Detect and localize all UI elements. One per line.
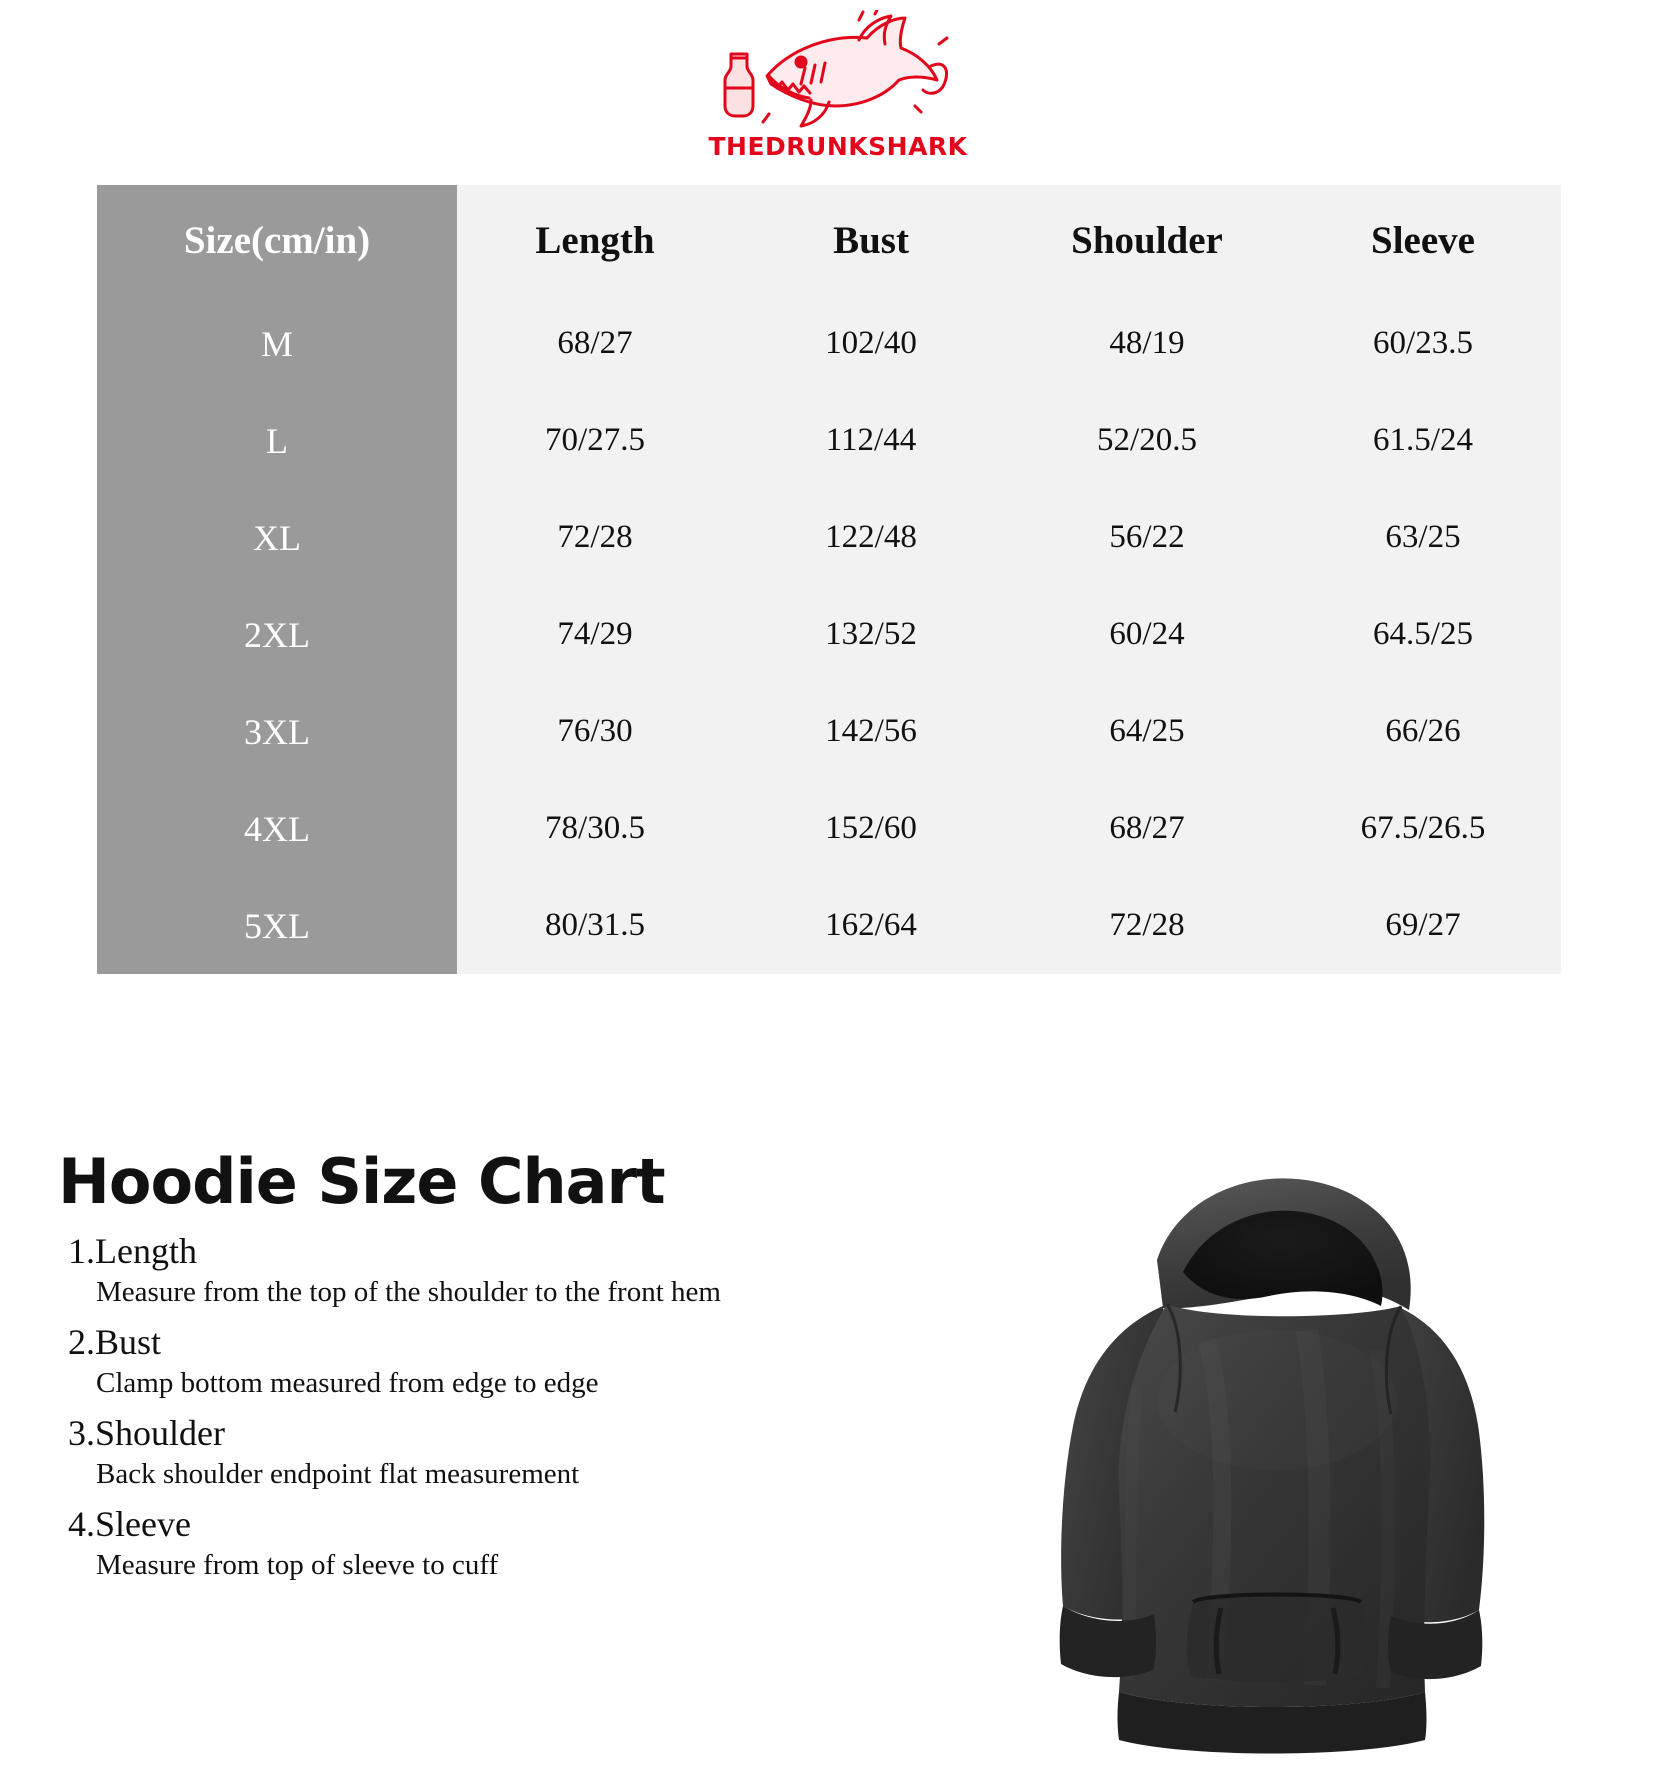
cell-sleeve: 64.5/25 xyxy=(1373,616,1473,652)
cell-length: 80/31.5 xyxy=(545,907,645,943)
measurement-instructions xyxy=(58,1145,858,1590)
cell-shoulder: 72/28 xyxy=(1109,907,1185,943)
cell-shoulder: 68/27 xyxy=(1109,810,1185,846)
cell-bust: 162/64 xyxy=(825,907,917,943)
column-header-bust: Bust xyxy=(833,218,909,262)
column-header-length: Length xyxy=(535,218,655,262)
cell-shoulder: 48/19 xyxy=(1109,325,1185,361)
instruction-desc-shoulder: Back shoulder endpoint flat measurement xyxy=(96,1458,580,1491)
cell-shoulder: 52/20.5 xyxy=(1097,422,1197,458)
column-header-sleeve: Sleeve xyxy=(1371,218,1475,262)
table-row xyxy=(97,683,1561,780)
logo-graphic xyxy=(708,10,968,165)
cell-sleeve: 67.5/26.5 xyxy=(1360,810,1486,846)
measurement-guide-section xyxy=(0,1145,1657,1785)
instruction-heading-bust: 2.Bust xyxy=(68,1322,162,1363)
cell-bust: 142/56 xyxy=(825,713,917,749)
cell-size: 2XL xyxy=(97,586,457,683)
cell-size: L xyxy=(97,392,457,489)
cell-size: 5XL xyxy=(97,877,457,974)
instruction-desc-length: Measure from the top of the shoulder to the front hem xyxy=(96,1276,721,1308)
cell-sleeve: 60/23.5 xyxy=(1373,325,1473,361)
instruction-desc-sleeve: Measure from top of sleeve to cuff xyxy=(96,1549,499,1582)
cell-sleeve: 63/25 xyxy=(1385,519,1461,555)
instruction-item xyxy=(58,1321,858,1402)
cell-shoulder: 60/24 xyxy=(1109,616,1185,652)
cell-bust: 122/48 xyxy=(825,519,917,555)
table-row xyxy=(97,295,1561,392)
table-row xyxy=(97,780,1561,877)
cell-bust: 102/40 xyxy=(825,325,917,361)
cell-bust: 132/52 xyxy=(825,616,917,652)
hoodie-illustration xyxy=(977,1140,1537,1780)
instruction-item xyxy=(58,1412,858,1493)
cell-sleeve: 61.5/24 xyxy=(1373,422,1473,458)
shark-with-bottle-icon xyxy=(709,10,949,135)
table-row xyxy=(97,392,1561,489)
cell-size: 3XL xyxy=(97,683,457,780)
cell-size: XL xyxy=(97,489,457,586)
cell-length: 70/27.5 xyxy=(545,422,645,458)
cell-sleeve: 69/27 xyxy=(1385,907,1461,943)
cell-length: 78/30.5 xyxy=(545,810,645,846)
table-row xyxy=(97,586,1561,683)
instruction-desc-bust: Clamp bottom measured from edge to edge xyxy=(96,1367,599,1400)
table-row xyxy=(97,489,1561,586)
hoodie-product-image xyxy=(977,1140,1537,1780)
cell-length: 72/28 xyxy=(557,519,633,555)
instruction-item xyxy=(58,1230,858,1311)
cell-size: 4XL xyxy=(97,780,457,877)
cell-shoulder: 56/22 xyxy=(1109,519,1185,555)
cell-size: M xyxy=(97,295,457,392)
instruction-heading-shoulder: 3.Shoulder xyxy=(68,1413,225,1454)
instruction-heading-sleeve: 4.Sleeve xyxy=(68,1504,191,1545)
cell-length: 68/27 xyxy=(557,325,633,361)
page-title: Hoodie Size Chart xyxy=(58,1145,665,1218)
instruction-item xyxy=(58,1503,858,1584)
brand-name: THEDRUNKSHARK xyxy=(708,132,968,161)
column-header-size: Size(cm/in) xyxy=(97,185,457,295)
column-header-shoulder: Shoulder xyxy=(1071,218,1223,262)
brand-logo xyxy=(0,0,1657,170)
cell-sleeve: 66/26 xyxy=(1385,713,1461,749)
cell-length: 74/29 xyxy=(557,616,633,652)
size-chart-table xyxy=(97,185,1561,974)
cell-length: 76/30 xyxy=(557,713,633,749)
table-row xyxy=(97,877,1561,974)
cell-shoulder: 64/25 xyxy=(1109,713,1185,749)
cell-bust: 152/60 xyxy=(825,810,917,846)
instruction-heading-length: 1.Length xyxy=(68,1231,197,1271)
cell-bust: 112/44 xyxy=(825,422,917,458)
table-header-row xyxy=(97,185,1561,295)
